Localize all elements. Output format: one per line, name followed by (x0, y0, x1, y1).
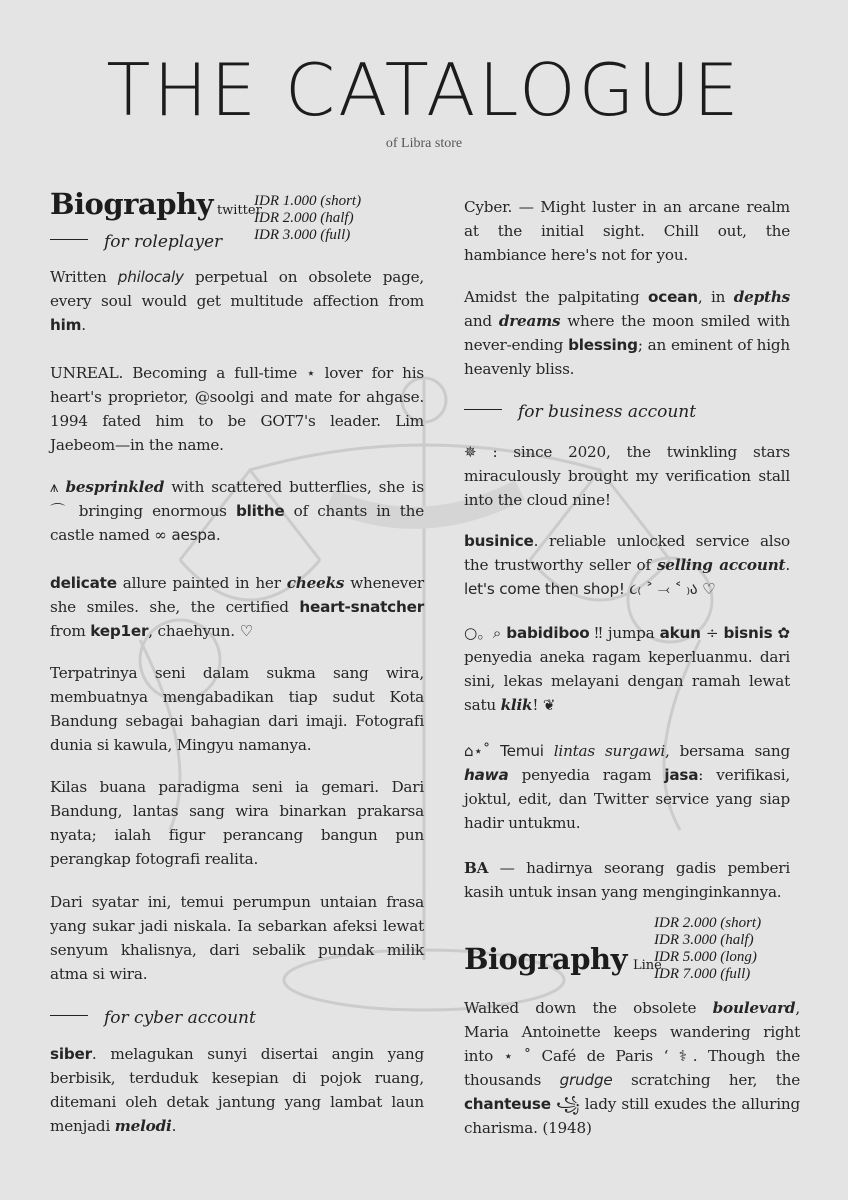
price-half: IDR 2.000 (half) (254, 210, 354, 226)
paragraph-unreal: UNREAL. Becoming a full-time ⋆ lover for his heart's proprietor, @soolgi and mate for ahgase. 1994 fated him to be GOT7's leader. Lim Jaebeom—in the name. (50, 364, 424, 454)
paragraph-babidiboo: ○。⌕ babidiboo ‼ jumpa akun ÷ bisnis ✿ penyedia aneka ragam keperluanmu. dari sini, lekas melayani dengan ramah lewat satu klik! ❦ (464, 624, 791, 714)
platform-label: Line (632, 958, 662, 973)
paragraph-lintas-surgawi: ⌂⋆˚ Temui lintas surgawi, bersama sang hawa penyedia ragam jasa: verifikasi, joktul, edit, dan Twitter service yang siap hadir untukmu. (464, 742, 791, 832)
biography-heading-text: Biography (464, 942, 627, 976)
divider-rule (50, 239, 88, 240)
price-half: IDR 3.000 (half) (654, 932, 754, 948)
price-short: IDR 1.000 (short) (254, 193, 362, 209)
paragraph-kep1er: delicate allure painted in her cheeks whenever she smiles. she, the certified heart-snatcher from kep1er, chaehyun. ♡ (50, 574, 424, 640)
platform-label: twitter (216, 203, 262, 218)
page-title: THE CATALOGUE (106, 48, 742, 132)
biography-heading-text: Biography (50, 187, 213, 221)
roleplayer-section-label (50, 232, 222, 252)
paragraph-mingyu: Terpatrinya seni dalam sukma sang wira, membuatnya mengabadikan tiap sudut Kota Bandung sebagai bahagian dari imaji. Fotografi dunia si kawula, Mingyu namanya. (50, 664, 424, 754)
divider-rule (464, 409, 502, 410)
paragraph-ocean: Amidst the palpitating ocean, in depths and dreams where the moon smiled with never-ending blessing; an eminent of high heavenly bliss. (464, 288, 791, 378)
paragraph-bandung: Kilas buana paradigma seni ia gemari. Dari Bandung, lantas sang wira binarkan prakarsa nyata; ialah figur perancang bangun pun perangkap fotografi realita. (50, 778, 424, 868)
paragraph-siber: siber. melagukan sunyi disertai angin yang berbisik, terduduk kesepian di pojok ruang, ditemani oleh detak jantung yang lambat laun menjadi melodi. (50, 1045, 424, 1135)
biography-twitter-heading (50, 188, 262, 227)
paragraph-businice: businice. reliable unlocked service also the trustworthy seller of selling account. let's come then shop! ૮₍ ˃ ⤙ ˂ ₎ა ♡ (464, 532, 790, 598)
price-full: IDR 3.000 (full) (254, 227, 351, 243)
paragraph-maria-antoinette: Walked down the obsolete boulevard, Maria Antoinette keeps wandering right into ⋆ ˚ Café de Paris ‘ ⚕. Though the thousands grudge scratching her, the chanteuse ꧁ lady still exudes the alluring charisma. (1948) (464, 999, 800, 1137)
page-subtitle: of Libra store (385, 136, 463, 151)
cyber-section-label (50, 1008, 256, 1028)
section-label-text: for roleplayer (104, 232, 223, 252)
paragraph-since-2020: ✵ : since 2020, the twinkling stars miraculously brought my verification stall into the cloud nine! (464, 443, 790, 509)
paragraph-aespa: ⩚ besprinkled with scattered butterflies, she is ⌒ bringing enormous blithe of chants in the castle named ∞ aespa. (50, 478, 424, 544)
paragraph-cyber-arcane: Cyber. — Might luster in an arcane realm at the initial sight. Chill out, the hambiance here's not for you. (464, 198, 790, 264)
line-price-list (654, 915, 761, 983)
price-full: IDR 7.000 (full) (654, 966, 751, 982)
section-label-text: for business account (518, 402, 697, 422)
price-short: IDR 2.000 (short) (654, 915, 762, 931)
biography-line-heading (464, 943, 662, 982)
divider-rule (50, 1015, 88, 1016)
twitter-price-list (254, 193, 361, 244)
section-label-text: for cyber account (104, 1008, 256, 1028)
paragraph-ba: BA — hadirnya seorang gadis pemberi kasih untuk insan yang menginginkannya. (464, 859, 790, 901)
business-section-label (464, 402, 696, 422)
price-long: IDR 5.000 (long) (654, 949, 757, 965)
paragraph-syatar: Dari syatar ini, temui perumpun untaian frasa yang sukar jadi niskala. Ia sebarkan afeksi lewat senyum khalisnya, dari sebalik pundak milik atma si wira. (50, 893, 424, 983)
paragraph-philocaly: Written philocaly perpetual on obsolete page, every soul would get multitude affection from him. (50, 268, 425, 334)
